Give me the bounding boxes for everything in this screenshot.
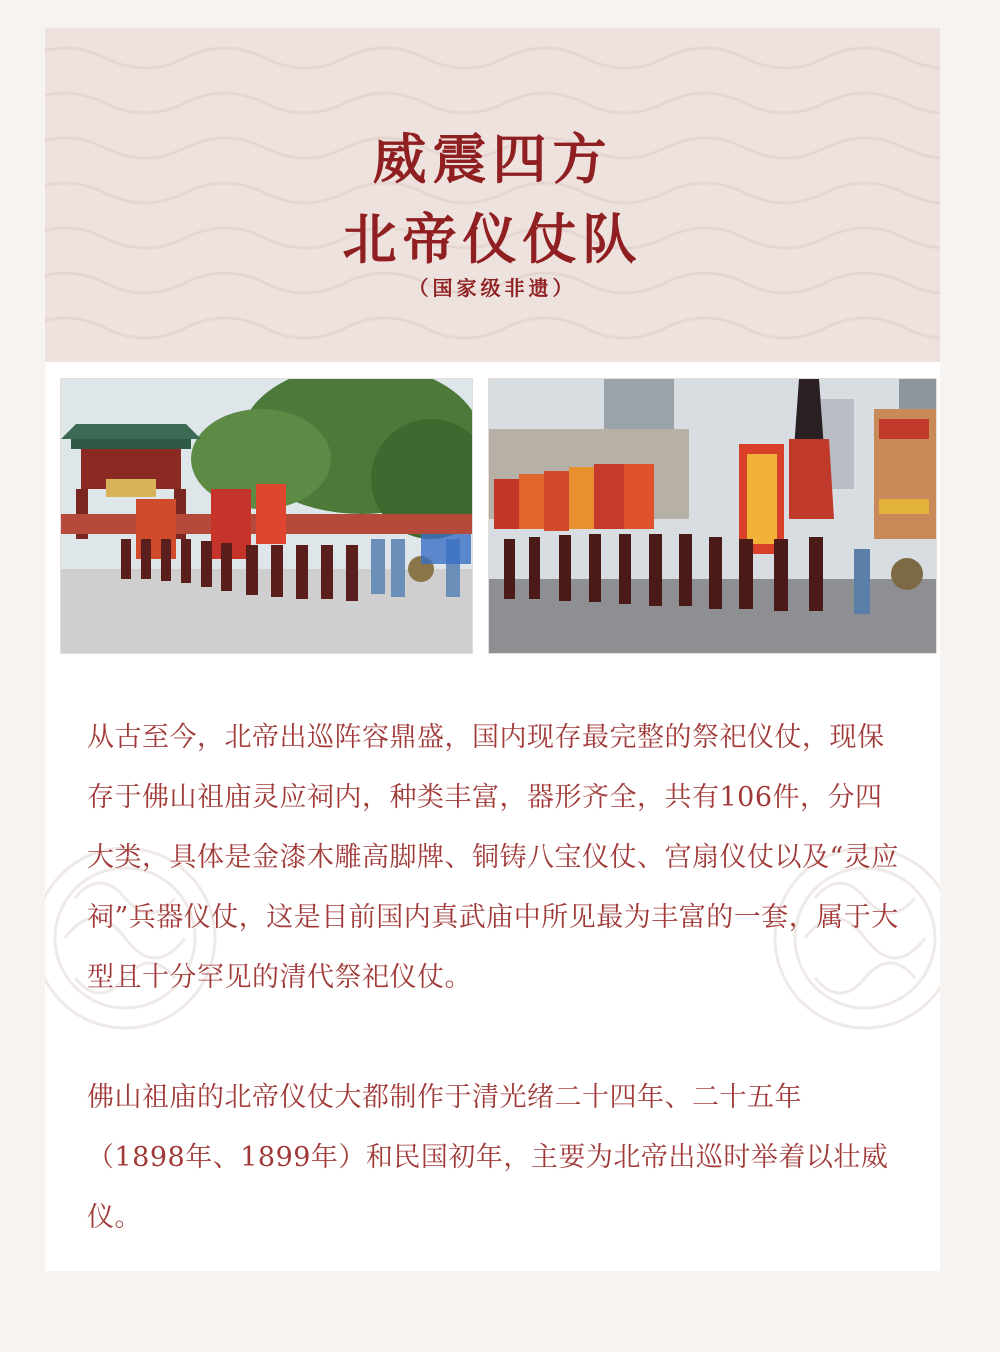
paragraph-origin: 佛山祖庙的北帝仪仗大都制作于清光绪二十四年、二十五年（1898年、1899年）和民国初年，主要为北帝出巡时举着以壮威仪。	[87, 1082, 889, 1233]
street-parade-photo-icon	[489, 379, 936, 653]
title-line-2: 北帝仪仗队	[342, 207, 643, 271]
photo-street-parade	[488, 378, 937, 654]
photo-temple-procession	[60, 378, 473, 654]
wave-pattern-icon	[45, 28, 940, 362]
content-card	[45, 28, 940, 1271]
title-line-1: 威震四方	[372, 127, 613, 191]
subtitle: （国家级非遗）	[408, 276, 577, 300]
temple-procession-photo-icon	[61, 379, 472, 653]
paragraph-history: 从古至今，北帝出巡阵容鼎盛，国内现存最完整的祭祀仪仗，现保存于佛山祖庙灵应祠内，种类丰富，器形齐全，共有106件，分四大类，具体是金漆木雕高脚牌、铜铸八宝仪仗、宫扇仪仗以及“灵应祠”兵器仪仗，这是目前国内真武庙中所见最为丰富的一套，属于大型且十分罕见的清代祭祀仪仗。	[87, 722, 899, 993]
title-banner	[45, 28, 940, 362]
